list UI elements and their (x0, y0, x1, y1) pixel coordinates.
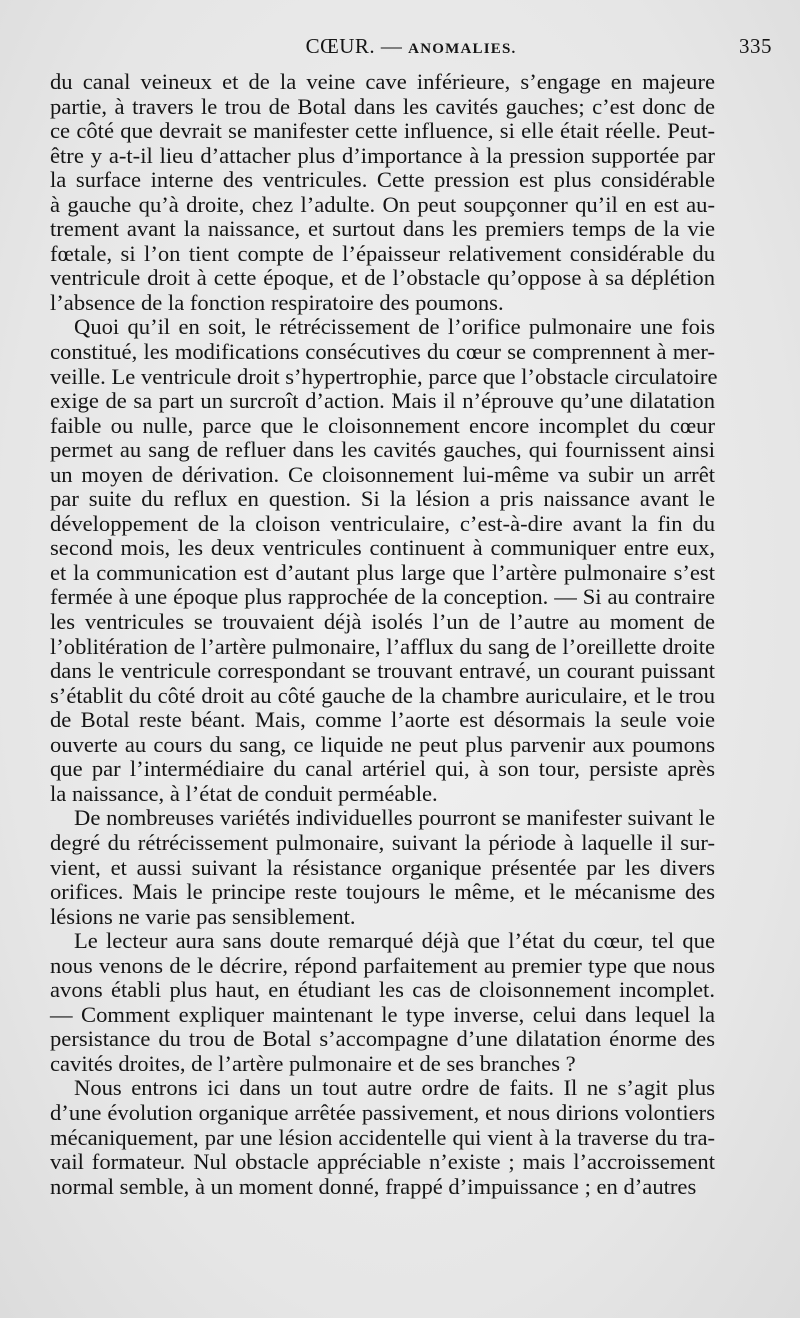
running-head-main: CŒUR. (305, 34, 376, 58)
text-line: de Botal reste béant. Mais, comme l’aorte est désormais la seule voie (50, 707, 715, 733)
text-line: trement avant la naissance, et surtout dans les premiers temps de la vie (50, 216, 715, 242)
text-line: veille. Le ventricule droit s’hypertrophie, parce que l’obstacle circulatoire (50, 363, 718, 389)
paragraph (50, 70, 715, 315)
text-line: ventricule droit à cette époque, et de l’obstacle qu’oppose à sa déplétion (50, 265, 715, 291)
text-line: second mois, les deux ventricules continuent à communiquer entre eux, (50, 535, 715, 561)
paragraph (50, 314, 718, 806)
text-line: ce côté que devrait se manifester cette influence, si elle était réelle. Peut- (50, 118, 715, 144)
text-line: — Comment expliquer maintenant le type inverse, celui dans lequel la (50, 1001, 715, 1027)
text-line: Quoi qu’il en soit, le rétrécissement de l’orifice pulmonaire une fois (74, 314, 715, 340)
text-line: persistance du trou de Botal s’accompagne d’une dilatation énorme des (50, 1026, 715, 1052)
text-line: à gauche qu’à droite, chez l’adulte. On peut soupçonner qu’il en est au- (50, 191, 715, 217)
text-line: orifices. Mais le principe reste toujours le même, et le mécanisme des (50, 879, 715, 905)
text-line: fœtale, si l’on tient compte de l’épaisseur relativement considérable du (50, 240, 715, 266)
page-number: 335 (739, 34, 772, 58)
text-line: par suite du reflux en question. Si la lésion a pris naissance avant le (50, 486, 715, 512)
text-line: vient, et aussi suivant la résistance organique présentée par les divers (50, 854, 715, 880)
text-line: cavités droites, de l’artère pulmonaire et de ses branches ? (50, 1050, 576, 1076)
text-line: permet au sang de refluer dans les cavités gauches, qui fournissent ainsi (50, 437, 715, 463)
paragraph (50, 1076, 715, 1199)
text-line: d’une évolution organique arrêtée passivement, et nous dirions volontiers (50, 1099, 715, 1125)
paragraph (50, 929, 715, 1076)
text-line: la surface interne des ventricules. Cette pression est plus considérable (50, 167, 715, 193)
text-line: un moyen de dérivation. Ce cloisonnement lui-même va subir un arrêt (50, 461, 715, 487)
paragraph (50, 806, 715, 929)
text-line: l’absence de la fonction respiratoire des poumons. (50, 289, 504, 315)
running-head-sub: ANOMALIES. (408, 41, 517, 57)
text-line: être y a-t-il lieu d’attacher plus d’importance à la pression supportée par (50, 142, 715, 168)
text-line: fermée à une époque plus rapprochée de la conception. — Si au contraire (50, 584, 715, 610)
text-line: De nombreuses variétés individuelles pourront se manifester suivant le (74, 805, 715, 831)
text-line: partie, à travers le trou de Botal dans les cavités gauches; c’est donc de (50, 93, 715, 119)
text-line: Nous entrons ici dans un tout autre ordre de faits. Il ne s’agit plus (74, 1075, 715, 1101)
text-line: avons établi plus haut, en étudiant les cas de cloisonnement incomplet. (50, 977, 715, 1003)
text-line: nous venons de le décrire, répond parfaitement au premier type que nous (50, 952, 715, 978)
text-line: du canal veineux et de la veine cave inférieure, s’engage en majeure (50, 69, 715, 94)
text-line: degré du rétrécissement pulmonaire, suivant la période à laquelle il sur- (50, 829, 715, 855)
text-line: constitué, les modifications consécutives du cœur se comprennent à mer- (50, 339, 715, 365)
text-line: exige de sa part un surcroît d’action. Mais il n’éprouve qu’une dilatation (50, 388, 715, 414)
text-line: les ventricules se trouvaient déjà isolés l’un de l’autre au moment de (50, 609, 715, 635)
text-line: et la communication est d’autant plus large que l’artère pulmonaire s’est (50, 559, 715, 585)
text-line: vail formateur. Nul obstacle appréciable n’existe ; mais l’accroissement (50, 1149, 715, 1175)
text-line: Le lecteur aura sans doute remarqué déjà que l’état du cœur, tel que (74, 928, 715, 954)
text-line: l’oblitération de l’artère pulmonaire, l’afflux du sang de l’oreillette droite (50, 633, 715, 659)
text-line: s’établit du côté droit au côté gauche de la chambre auriculaire, et le trou (50, 682, 715, 708)
text-line: faible ou nulle, parce que le cloisonnement encore incomplet du cœur (50, 412, 715, 438)
text-line: dans le ventricule correspondant se trouvant entravé, un courant puissant (50, 658, 715, 684)
text-line: que par l’intermédiaire du canal artériel qui, à son tour, persiste après (50, 756, 715, 782)
running-head-dash: — (375, 34, 409, 58)
text-line: la naissance, à l’état de conduit perméable. (50, 780, 438, 806)
text-line: normal semble, à un moment donné, frappé d’impuissance ; en d’autres (50, 1173, 697, 1199)
page-header (50, 34, 772, 62)
text-line: développement de la cloison ventriculaire, c’est-à-dire avant la fin du (50, 510, 715, 536)
body-text (50, 69, 718, 1199)
running-head (50, 34, 772, 59)
text-line: mécaniquement, par une lésion accidentelle qui vient à la traverse du tra- (50, 1124, 715, 1150)
text-line: lésions ne varie pas sensiblement. (50, 903, 356, 929)
text-line: ouverte au cours du sang, ce liquide ne peut plus parvenir aux poumons (50, 731, 715, 757)
